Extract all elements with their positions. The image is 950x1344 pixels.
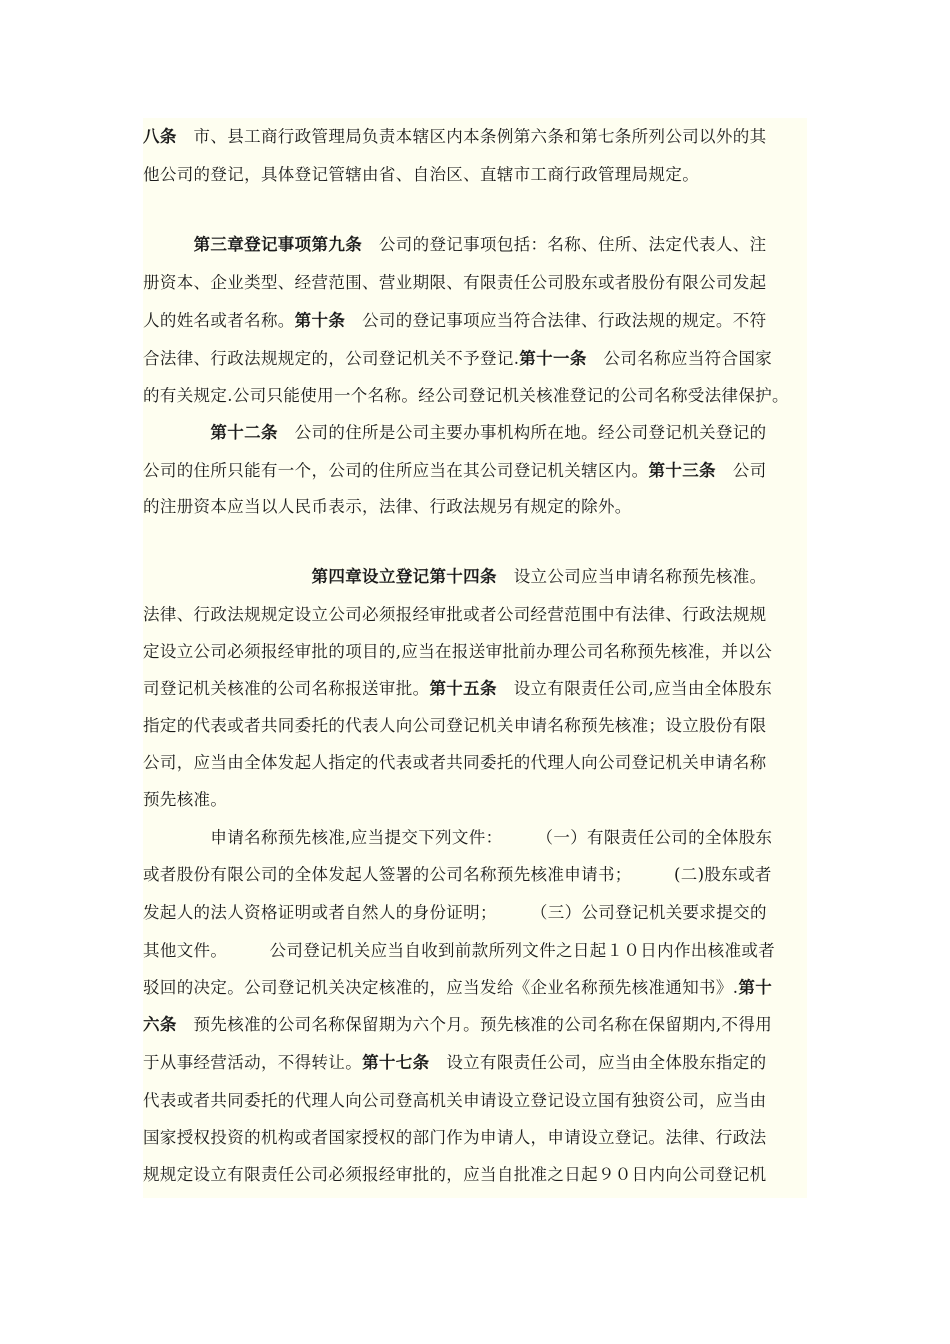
text-line <box>143 348 772 370</box>
text-run: 合法律、行政法规规定的，公司登记机关不予登记. <box>143 349 520 368</box>
text-run: 册资本、企业类型、经营范围、营业期限、有限责任公司股东或者股份有限公司发起 <box>143 273 767 292</box>
text-line <box>143 1014 772 1036</box>
text-run: 公司 <box>715 461 767 480</box>
text-line <box>143 164 699 186</box>
article-heading: 第十 <box>738 978 773 997</box>
text-run: 公司，应当由全体发起人指定的代表或者共同委托的代理人向公司登记机关申请名称 <box>143 753 767 772</box>
text-line <box>143 422 766 444</box>
article-heading: 第十五条 <box>429 679 497 698</box>
article-heading: 第十七条 <box>362 1053 430 1072</box>
text-run: 市、县工商行政管理局负责本辖区内本条例第六条和第七条所列公司以外的其 <box>176 127 767 146</box>
text-line <box>143 641 772 663</box>
article-heading: 第十二条 <box>210 423 278 442</box>
text-line <box>143 566 766 588</box>
text-line <box>143 902 767 924</box>
text-run: 公司的住所是公司主要办事机构所在地。经公司登记机关登记的 <box>277 423 767 442</box>
article-heading: 六条 <box>143 1015 177 1034</box>
text-run: 司登记机关核准的公司名称报送审批。 <box>143 679 430 698</box>
text-line <box>143 678 772 700</box>
article-heading: 第三章登记事项第九条 <box>193 235 363 254</box>
text-line <box>143 864 772 886</box>
text-line <box>143 1164 766 1186</box>
text-run: 设立公司应当申请名称预先核准。 <box>496 567 767 586</box>
text-line <box>143 752 766 774</box>
text-line <box>143 1127 766 1149</box>
article-heading: 第十条 <box>294 311 346 330</box>
text-run: 他公司的登记，具体登记管辖由省、自治区、直辖市工商行政管理局规定。 <box>143 165 700 184</box>
text-run: 预先核准的公司名称保留期为六个月。预先核准的公司名称在保留期内,不得用 <box>176 1015 773 1034</box>
text-run: 申请名称预先核准,应当提交下列文件： （一）有限责任公司的全体股东 <box>143 828 773 847</box>
text-run: 公司的登记事项应当符合法律、行政法规的规定。不符 <box>345 311 767 330</box>
text-run: 公司的登记事项包括：名称、住所、法定代表人、注 <box>362 235 767 254</box>
article-heading: 第十三条 <box>648 461 716 480</box>
text-line <box>143 789 227 811</box>
text-line <box>143 272 766 294</box>
text-line <box>143 460 766 482</box>
text-run: 预先核准。 <box>143 790 228 809</box>
text-line <box>143 310 766 332</box>
text-line <box>143 977 772 999</box>
text-run: 公司的住所只能有一个，公司的住所应当在其公司登记机关辖区内。 <box>143 461 649 480</box>
text-line <box>143 385 789 407</box>
text-run: 人的姓名或者名称。 <box>143 311 295 330</box>
text-line <box>143 496 632 518</box>
text-run: 的有关规定.公司只能使用一个名称。经公司登记机关核准登记的公司名称受法律保护。 <box>143 386 789 405</box>
text-run: 法律、行政法规规定设立公司必须报经审批或者公司经营范围中有法律、行政法规规 <box>143 605 767 624</box>
text-run: 驳回的决定。公司登记机关决定核准的，应当发给《企业名称预先核准通知书》. <box>143 978 739 997</box>
text-run <box>143 567 312 586</box>
text-run: 设立有限责任公司,应当由全体股东 <box>496 679 773 698</box>
text-line <box>143 1052 766 1074</box>
text-line <box>143 940 775 962</box>
text-run: 代表或者共同委托的代理人向公司登高机关申请设立登记设立国有独资公司，应当由 <box>143 1091 767 1110</box>
text-run: 的注册资本应当以人民币表示，法律、行政法规另有规定的除外。 <box>143 497 632 516</box>
article-heading: 第四章设立登记第十四条 <box>311 567 497 586</box>
text-run: 国家授权投资的机构或者国家授权的部门作为申请人，申请设立登记。法律、行政法 <box>143 1128 767 1147</box>
text-run: 发起人的法人资格证明或者自然人的身份证明； （三）公司登记机关要求提交的 <box>143 903 767 922</box>
text-run: 规规定设立有限责任公司必须报经审批的，应当自批准之日起９０日内向公司登记机 <box>143 1165 767 1184</box>
text-line <box>143 126 766 148</box>
text-run: 设立有限责任公司，应当由全体股东指定的 <box>429 1053 767 1072</box>
text-line <box>143 604 766 626</box>
text-run: 公司名称应当符合国家 <box>586 349 773 368</box>
text-line <box>143 715 766 737</box>
text-run <box>143 235 194 254</box>
article-heading: 八条 <box>143 127 177 146</box>
text-run <box>143 423 210 442</box>
text-line <box>143 827 772 849</box>
text-run: 于从事经营活动，不得转让。 <box>143 1053 363 1072</box>
text-run: 指定的代表或者共同委托的代表人向公司登记机关申请名称预先核准；设立股份有限 <box>143 716 767 735</box>
article-heading: 第十一条 <box>519 349 587 368</box>
text-line <box>143 1090 766 1112</box>
text-run: 或者股份有限公司的全体发起人签署的公司名称预先核准申请书； (二)股东或者 <box>143 865 772 884</box>
text-run: 其他文件。 公司登记机关应当自收到前款所列文件之日起１０日内作出核准或者 <box>143 941 776 960</box>
text-line <box>143 234 766 256</box>
text-run: 定设立公司必须报经审批的项目的,应当在报送审批前办理公司名称预先核准，并以公 <box>143 642 773 661</box>
